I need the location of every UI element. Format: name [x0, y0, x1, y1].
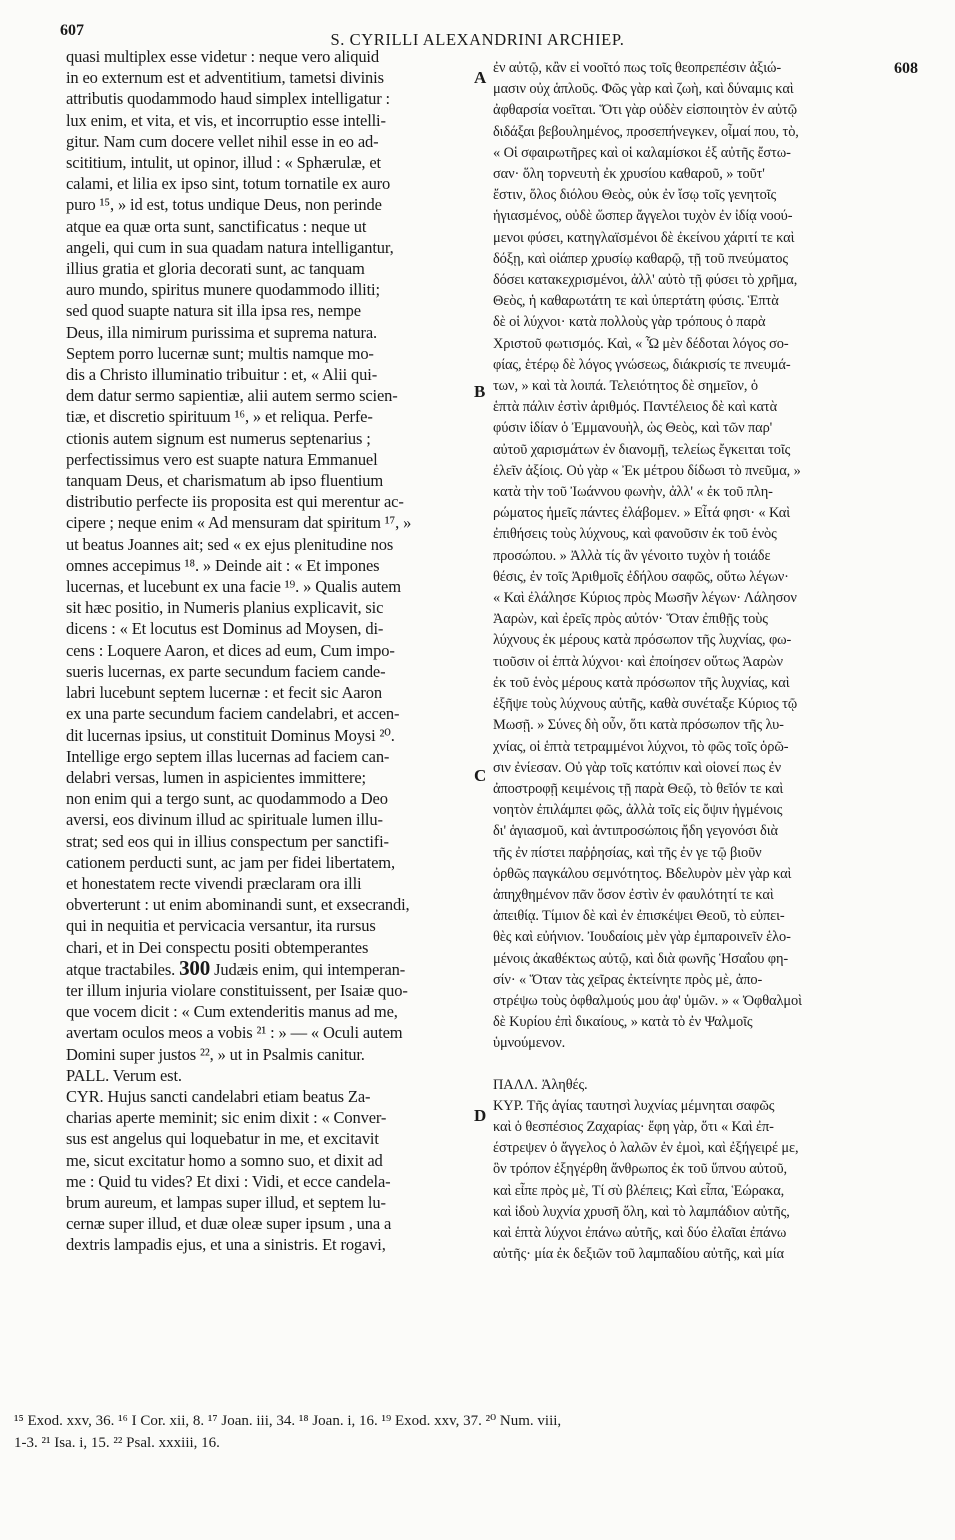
- latin-line: puro ¹⁵, » id est, totus undique Deus, non perinde: [66, 195, 382, 215]
- greek-line: ἀπειθίᾳ. Τίμιον δὲ καὶ ἐν ἐπισκέψει Θεοῦ, τὸ εὐπει-: [493, 908, 785, 925]
- latin-line: que vocem dicit : « Cum extenderitis manus ad me,: [66, 1002, 398, 1022]
- latin-line: tiæ, et discretio spirituum ¹⁶, » et reliqua. Perfe-: [66, 407, 373, 427]
- latin-line: et honestatem recte vivendi præclaram ora illi: [66, 873, 362, 893]
- latin-line: dextris lampadis ejus, et una a sinistris. Et rogavi,: [66, 1235, 386, 1255]
- greek-line: μενοι φύσει, κατηγλαϊσμένοι δὲ ἐκείνου χάριτί τε καὶ: [493, 229, 795, 246]
- latin-line: distributio perfecte iis proposita est qui merentur ac-: [66, 492, 404, 512]
- latin-line: lucernas, et lucebunt ex una facie ¹⁹. » Qualis autem: [66, 577, 401, 597]
- greek-line: ρώματος ἡμεῖς πάντες ἐλάβομεν. » Εἶτά φησι· « Καὶ: [493, 505, 790, 522]
- greek-line: σιν ἐνίεσαν. Οὐ γὰρ τοῖς κατόπιν καὶ οἱονεί πως ἐν: [493, 759, 782, 776]
- greek-line: ἡγιασμένος, οὐδὲ ὥσπερ ἄγγελοι τυχὸν ἐν ἰδίᾳ νοού-: [493, 208, 793, 225]
- greek-line: καὶ ἑπτὰ λύχνοι ἐπάνω αὐτῆς, καὶ δύο ἐλαῖαι ἐπάνω: [493, 1224, 787, 1241]
- greek-line: έστρεψεν ὁ ἄγγελος ὁ λαλῶν ἐν ἐμοὶ, καὶ ἐξήγειρέ με,: [493, 1140, 799, 1157]
- latin-line: cens : Loquere Aaron, et dices ad eum, Cum impo-: [66, 640, 395, 660]
- latin-line: brum aureum, et lampas super illud, et septem lu-: [66, 1192, 386, 1212]
- latin-line: scititium, intulit, ut opinor, illud : « Sphærulæ, et: [66, 153, 381, 173]
- greek-line: ἀποστροφῇ κειμένοις τῇ παρὰ Θεῷ, τὸ θεῖόν τε καὶ: [493, 780, 784, 797]
- latin-line: Septem porro lucernæ sunt; multis namque mo-: [66, 343, 374, 363]
- footnote-line-1: ¹⁵ Exod. xxv, 36. ¹⁶ I Cor. xii, 8. ¹⁷ Joan. iii, 34. ¹⁸ Joan. i, 16. ¹⁹ Exod. xxv, 37. ²⁰ Num. viii,: [14, 1413, 562, 1429]
- latin-line: dis a Christo illuminatio tribuitur : et, « Alii qui-: [66, 365, 378, 385]
- margin-mark-a: A: [474, 68, 487, 87]
- latin-line: aversi, eos divinum illud ac spirituale lumen illu-: [66, 810, 383, 830]
- latin-line: cipere ; neque enim « Ad mensuram dat spiritum ¹⁷, »: [66, 513, 412, 533]
- latin-line: angeli, qui cum in sua quadam natura intelligantur,: [66, 237, 394, 257]
- latin-line: charias aperte meminit; sic enim dixit : « Conver-: [66, 1108, 387, 1128]
- greek-line: καὶ εἶπε πρὸς μὲ, Τί σὺ βλέπεις; Καὶ εἶπα, Ἑώρακα,: [493, 1182, 785, 1199]
- greek-line: διδάξαι βεβουλημένος, προσεπήνεγκεν, οἶμαί που, τὸ,: [493, 123, 799, 140]
- latin-line: dicens : « Et locutus est Dominus ad Moysen, di-: [66, 619, 384, 639]
- latin-line: lux enim, et vita, et vis, et incorruptio esse intelli-: [66, 110, 386, 130]
- greek-line: ἔστιν, ὅλος διόλου Θεὸς, οὐκ ἐν ἴσῳ τοῖς γενητοῖς: [493, 187, 777, 204]
- latin-line: sueris lucernas, ex parte secundum faciem cande-: [66, 661, 386, 681]
- latin-line: PALL. Verum est.: [66, 1065, 182, 1085]
- latin-line: me, sicut excitatur homo a somno suo, et dixit ad: [66, 1150, 383, 1170]
- greek-line: καὶ ὁ θεσπέσιος Ζαχαρίας· ἔφη γὰρ, ὅτι « Καὶ ἐπ-: [493, 1118, 774, 1135]
- original-page-marker: 300: [179, 957, 211, 980]
- greek-line: μασιν οὐχ ἁπλοῦς. Φῶς γὰρ καὶ ζωὴ, καὶ δύναμις καὶ: [493, 81, 794, 98]
- greek-line: ὃν τρόπον ἐξηγέρθη ἄνθρωπος ἐκ τοῦ ὕπνου αὐτοῦ,: [493, 1161, 788, 1178]
- greek-line: ἑπτὰ πάλιν ἐστὶν ἀριθμός. Παντέλειος δὲ καὶ κατὰ: [493, 399, 778, 416]
- latin-line: avertam oculos meos a vobis ²¹ : » — « Oculi autem: [66, 1023, 403, 1043]
- greek-line: των, » καὶ τὰ λοιπά. Τελειότητος δὲ σημεῖον, ὁ: [493, 378, 758, 395]
- latin-line: delabri versas, lumen in aspicientes immittere;: [66, 767, 366, 787]
- greek-line: ΚΥΡ. Τῆς ἁγίας ταυτησὶ λυχνίας μέμνηται σαφῶς: [493, 1097, 775, 1114]
- latin-line: ter illum injuria violare constituissent, per Isaiæ quo-: [66, 980, 408, 1000]
- latin-line: Intellige ergo septem illas lucernas ad faciem can-: [66, 746, 390, 766]
- latin-line: ex una parte secundum faciem candelabri, et accen-: [66, 704, 400, 724]
- latin-line: gitur. Nam cum docere vellet nihil esse in eo ad-: [66, 131, 379, 151]
- greek-line: ΠΑΛΛ. Ἀληθές.: [493, 1076, 588, 1093]
- greek-line: κατὰ τὴν τοῦ Ἰωάννου φωνὴν, ἀλλ' « ἐκ τοῦ πλη-: [493, 484, 773, 501]
- greek-line: δὲ Κυρίου ἐπὶ δικαίους, » κατὰ τὸ ἐν Ψαλμοῖς: [493, 1014, 753, 1031]
- latin-line: qui in nequitia et pervicacia versantur, ita rursus: [66, 916, 376, 936]
- latin-line: atque tractabiles.: [66, 959, 176, 979]
- greek-line: ἐξῆψε τοὺς λύχνους αὐτῆς, καθὰ συνέταξε Κύριος τῷ: [493, 696, 798, 713]
- greek-line: φύσιν ἰδίαν ὁ Ἐμμανουὴλ, ὡς Θεὸς, καὶ τῶν παρ': [493, 420, 773, 437]
- greek-line: ἀφθαρσία νοεῖται. Ὅτι γὰρ οὐδὲν εἰσποιητὸν ἐν αὐτῷ: [493, 102, 798, 119]
- latin-line: cernæ super illud, et duæ oleæ super ipsum , una a: [66, 1214, 392, 1234]
- latin-line: dem datur sermo sapientiæ, alii autem sermo scien-: [66, 386, 398, 406]
- latin-line: cationem perducti sunt, ac jam per fidei libertatem,: [66, 852, 395, 872]
- greek-line: Χριστοῦ φωτισμός. Καὶ, « Ὧ μὲν δέδοται λόγος σο-: [493, 335, 789, 352]
- greek-line: ὑμνούμενον.: [493, 1035, 566, 1052]
- running-header: S. CYRILLI ALEXANDRINI ARCHIEP.: [330, 30, 625, 49]
- greek-line: χνίας, οἱ ἑπτὰ τετραμμένοι λύχνοι, τὸ φῶς τοῖς ὁρῶ-: [493, 738, 789, 755]
- page-number-right: 608: [894, 60, 918, 77]
- greek-line: καὶ ἰδοὺ λυχνία χρυσῆ ὅλη, καὶ τὸ λαμπάδιον αὐτῆς,: [493, 1203, 790, 1220]
- latin-line: Deus, illa nimirum purissima et suprema natura.: [66, 322, 377, 342]
- greek-line: δόσει κατακεχρισμένοι, ἀλλ' αὐτὸ τῇ φύσει τὸ χρῆμα,: [493, 272, 798, 289]
- greek-line: αὐτοῦ χαρισμάτων ἐν διανομῇ, τελείως ἔγκειται τοῖς: [493, 441, 791, 458]
- greek-line: νοητὸν ἐπιλάμπει φῶς, ἀλλὰ τοῖς εἰς ὄψιν ἠγμένοις: [493, 802, 783, 819]
- latin-line: illius gratia et gloria decorati sunt, ac tanquam: [66, 259, 365, 279]
- latin-line: labri lucebunt septem lucernæ : et fecit sic Aaron: [66, 683, 382, 703]
- margin-mark-b: B: [474, 382, 486, 401]
- greek-line: φίας, ἑτέρῳ δὲ λόγος γνώσεως, διάκρισίς τε πνευμά-: [493, 356, 791, 373]
- latin-line: calami, et lilia ex ipso sint, totum tornatile ex auro: [66, 174, 391, 194]
- latin-line: chari, et in Dei conspectu positi obtemperantes: [66, 937, 369, 957]
- greek-line: λύχνους ἐκ μέρους κατὰ πρόσωπον τῆς λυχνίας, φω-: [493, 632, 792, 649]
- latin-line: auro mundo, spiritus munere quodammodo illiti;: [66, 280, 380, 300]
- footnote-line-2: 1-3. ²¹ Isa. i, 15. ²² Psal. xxxiii, 16.: [14, 1435, 220, 1451]
- greek-line: Ἀαρὼν, καὶ ἐρεῖς πρὸς αὐτόν· Ὅταν ἐπιθῇς τοὺς: [493, 611, 768, 628]
- greek-line: αὐτῆς· μία ἐκ δεξιῶν τοῦ λαμπαδίου αὐτῆς, καὶ μία: [493, 1246, 784, 1263]
- latin-line: CYR. Hujus sancti candelabri etiam beatus Za-: [66, 1086, 371, 1106]
- greek-line: ἀπηχθημένον πᾶν ὅσον ἐστὶν ἐν φαυλότητί τε καὶ: [493, 886, 774, 903]
- latin-line: perfectissimus vero est suapte natura Emmanuel: [66, 449, 378, 469]
- greek-line: « Καὶ ἐλάλησε Κύριος πρὸς Μωσῆν λέγων· Λάλησον: [493, 590, 797, 607]
- latin-line-wrap: [66, 958, 466, 980]
- greek-line: στρέψω τοὺς ὀφθαλμούς μου ἀφ' ὑμῶν. » « Ὀφθαλμοὶ: [493, 992, 802, 1009]
- latin-line: omnes accepimus ¹⁸. » Deinde ait : « Et impones: [66, 555, 380, 575]
- margin-mark-d: D: [474, 1106, 487, 1125]
- greek-line: δὲ οἱ λύχνοι· κατὰ πολλοὺς γὰρ τρόπους ὁ παρὰ: [493, 314, 766, 331]
- greek-column: [493, 58, 923, 1265]
- greek-line: δι' ἁγιασμοῦ, καὶ ἀντιπροσώποις ἤδη γεγονόσι διὰ: [493, 823, 778, 840]
- latin-line: ut beatus Joannes ait; sed « ex ejus plenitudine nos: [66, 534, 394, 554]
- greek-line: ἐπιθήσεις τοὺς λύχνους, καὶ φανοῦσιν ἐκ τοῦ ἑνὸς: [493, 526, 777, 543]
- latin-line: ctionis autem signum est numerus septenarius ;: [66, 428, 371, 448]
- latin-line: in eo externum est et adventitium, tametsi divinis: [66, 68, 384, 88]
- greek-line: τιοῦσιν οἱ ἑπτὰ λύχνοι· καὶ ἐποίησεν οὕτως Ἀαρὼν: [493, 653, 783, 670]
- footnotes: [14, 1410, 944, 1454]
- latin-line: attributis quodammodo haud simplex intelligatur :: [66, 89, 390, 109]
- latin-line: dit lucernas ipsius, ut constituit Dominus Moysi ²⁰.: [66, 725, 395, 745]
- greek-line: Μωσῇ. » Σύνες δὴ οὖν, ὅτι κατὰ πρόσωπον τῆς λυ-: [493, 717, 784, 734]
- section-gap: [493, 1055, 923, 1075]
- latin-line: sus est angelus qui loquebatur in me, et excitavit: [66, 1129, 379, 1149]
- greek-line: σίν· « Ὅταν τὰς χεῖρας ἐκτείνητε πρὸς μὲ, ἀπο-: [493, 971, 763, 988]
- greek-line: ἐν αὐτῷ, κἂν εἰ νοοῖτό πως τοῖς θεοπρεπέσιν ἀξιώ-: [493, 60, 782, 76]
- latin-line: me : Quid tu vides? Et dixi : Vidi, et ecce candela-: [66, 1171, 391, 1191]
- greek-line: μένοις ἀκαθέκτως αὐτῷ, καὶ διὰ φωνῆς Ἡσαΐου φη-: [493, 950, 789, 967]
- greek-line: δόξῃ, καὶ οἱάπερ χρυσίῳ καθαρῷ, τῇ τοῦ πνεύματος: [493, 250, 788, 267]
- latin-line: strat; sed eos qui in illius conspectum per sanctifi-: [66, 831, 389, 851]
- greek-line: ἐλεῖν ἀξίοις. Οὐ γὰρ « Ἐκ μέτρου δίδωσι τὸ πνεῦμα, »: [493, 462, 801, 479]
- greek-line: « Οἱ σφαιρωτῆρες καὶ οἱ καλαμίσκοι ἐξ αὐτῆς ἔστω-: [493, 144, 791, 161]
- latin-line: Domini super justos ²², » ut in Psalmis canitur.: [66, 1044, 365, 1064]
- latin-line: atque ea quæ orta sunt, sanctificatus : neque ut: [66, 216, 367, 236]
- latin-line: sed quod suapte natura sit illa ipsa res, nempe: [66, 301, 361, 321]
- margin-mark-c: C: [474, 766, 487, 785]
- greek-line: ἐκ τοῦ ἑνὸς μέρους κατὰ πρόσωπον τῆς λυχνίας, καὶ: [493, 674, 790, 691]
- greek-line: θέσις, ἐν τοῖς Ἀριθμοῖς ἐδήλου σαφῶς, οὕτω λέγων·: [493, 568, 789, 585]
- greek-line: τῆς ἐν πίστει παῤῥησίας, καὶ τῆς ἐν γε τῷ βιοῦν: [493, 844, 762, 861]
- greek-line: Θεὸς, ἡ καθαρωτάτη τε καὶ ὑπερτάτη φύσις. Ἑπτὰ: [493, 293, 779, 310]
- latin-line: non enim qui a tergo sunt, ac quodammodo a Deo: [66, 789, 388, 809]
- latin-line-continuation: Judæis enim, qui intemperan-: [214, 959, 406, 979]
- greek-line: θὲς καὶ εὐήνιον. Ἰουδαίοις μὲν γὰρ ἐμπαροινεῖν ἑλο-: [493, 929, 791, 946]
- latin-column: [66, 46, 466, 1256]
- greek-line: προσώπου. » Ἀλλὰ τίς ἂν γένοιτο τυχὸν ἡ τοιάδε: [493, 547, 771, 564]
- latin-line: quasi multiplex esse videtur : neque vero aliquid: [66, 47, 379, 66]
- latin-line: obverterunt : ut enim abominandi sunt, et exsecrandi,: [66, 895, 410, 915]
- greek-line: ὀρθῶς παγκάλου σεμνότητος. Βδελυρὸν μὲν γὰρ καὶ: [493, 865, 792, 882]
- latin-line: sit hæc positio, in Numeris planius explicavit, sic: [66, 598, 384, 618]
- latin-line: tanquam Deus, et charismatum ab ipso fluentium: [66, 471, 384, 491]
- page-number-left: 607: [60, 22, 84, 39]
- greek-line: σαν· ὅλη τορνευτὴ ἐκ χρυσίου καθαροῦ, » τοῦτ': [493, 166, 765, 183]
